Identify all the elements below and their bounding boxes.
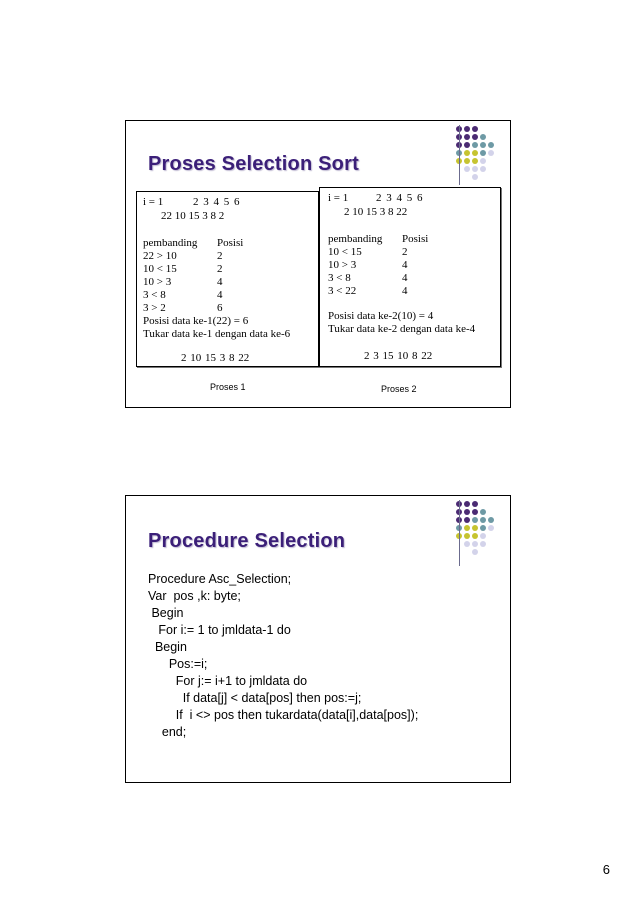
proses-2-panel [319, 187, 501, 367]
col-pembanding: pembanding [328, 233, 383, 245]
decorative-divider-line [459, 500, 460, 566]
decorative-dot [464, 541, 470, 547]
row-pos: 2 [217, 263, 223, 275]
page-number: 6 [602, 862, 610, 877]
decorative-dot [488, 517, 494, 523]
decorative-dot [480, 142, 486, 148]
decorative-dot [480, 517, 486, 523]
slide-title: Proses Selection Sort [148, 153, 359, 175]
code-line: If data[j] < data[pos] then pos:=j; [148, 691, 362, 705]
row-cmp: 10 < 15 [328, 246, 362, 258]
slide-proses-selection-sort [125, 120, 511, 408]
data-row: 22 10 15 3 8 2 [161, 210, 225, 222]
decorative-dot [472, 174, 478, 180]
code-line: Procedure Asc_Selection; [148, 572, 292, 586]
data-row: 2 10 15 3 8 22 [344, 206, 408, 218]
decorative-dot [480, 150, 486, 156]
code-line: If i <> pos then tukardata(data[i],data[pos]); [148, 708, 419, 722]
decorative-dot [472, 158, 478, 164]
row-cmp: 10 < 15 [143, 263, 177, 275]
decorative-dot [472, 509, 478, 515]
decorative-dot [464, 525, 470, 531]
header-i: i = 1 [328, 192, 349, 204]
row-pos: 2 [217, 250, 223, 262]
code-line: Begin [148, 640, 187, 654]
decorative-dot [480, 509, 486, 515]
decorative-dot [464, 517, 470, 523]
decorative-dot [464, 150, 470, 156]
decorative-dot [472, 533, 478, 539]
result-row: 2 3 15 10 8 22 [364, 350, 433, 362]
tukar-text: Tukar data ke-2 dengan data ke-4 [328, 323, 476, 335]
decorative-dot [480, 166, 486, 172]
code-line: For j:= i+1 to jmldata do [148, 674, 308, 688]
decorative-dot [464, 533, 470, 539]
decorative-dot [464, 509, 470, 515]
decorative-dot [472, 517, 478, 523]
row-pos: 2 [402, 246, 408, 258]
decorative-dot-grid [456, 126, 502, 182]
col-posisi: Posisi [402, 233, 429, 245]
row-cmp: 3 < 8 [143, 289, 166, 301]
row-pos: 4 [217, 289, 223, 301]
tukar-text: Tukar data ke-1 dengan data ke-6 [143, 328, 291, 340]
proses-2-caption: Proses 2 [381, 384, 417, 394]
col-posisi: Posisi [217, 237, 244, 249]
decorative-dot [472, 166, 478, 172]
result-row: 2 10 15 3 8 22 [181, 352, 250, 364]
decorative-dot [472, 134, 478, 140]
decorative-dot [472, 150, 478, 156]
row-pos: 4 [217, 276, 223, 288]
proses-1-caption: Proses 1 [210, 382, 246, 392]
row-pos: 6 [217, 302, 223, 314]
code-line: For i:= 1 to jmldata-1 do [148, 623, 291, 637]
decorative-dot [472, 501, 478, 507]
row-cmp: 10 > 3 [143, 276, 172, 288]
header-i: i = 1 [143, 196, 164, 208]
header-index: 2 3 4 5 6 [193, 196, 240, 208]
code-line: end; [148, 725, 187, 739]
decorative-dot [480, 541, 486, 547]
decorative-dot [472, 541, 478, 547]
decorative-dot [464, 134, 470, 140]
decorative-dot [480, 525, 486, 531]
row-cmp: 3 < 22 [328, 285, 357, 297]
posisi-text: Posisi data ke-2(10) = 4 [328, 310, 434, 322]
row-pos: 4 [402, 285, 408, 297]
row-cmp: 3 < 8 [328, 272, 351, 284]
decorative-dot [472, 142, 478, 148]
decorative-dot [480, 158, 486, 164]
col-pembanding: pembanding [143, 237, 198, 249]
decorative-dot [488, 142, 494, 148]
proses-1-panel [136, 191, 319, 367]
decorative-dot [464, 158, 470, 164]
row-cmp: 10 > 3 [328, 259, 357, 271]
row-pos: 4 [402, 259, 408, 271]
slide-procedure-selection [125, 495, 511, 783]
decorative-dot-grid [456, 501, 502, 557]
decorative-dot [464, 126, 470, 132]
decorative-dot [480, 533, 486, 539]
decorative-dot [464, 501, 470, 507]
slide-title: Procedure Selection [148, 530, 346, 552]
decorative-dot [464, 142, 470, 148]
posisi-text: Posisi data ke-1(22) = 6 [143, 315, 249, 327]
header-index: 2 3 4 5 6 [376, 192, 423, 204]
row-cmp: 22 > 10 [143, 250, 177, 262]
decorative-dot [464, 166, 470, 172]
decorative-divider-line [459, 125, 460, 185]
decorative-dot [488, 150, 494, 156]
row-cmp: 3 > 2 [143, 302, 166, 314]
decorative-dot [472, 525, 478, 531]
decorative-dot [488, 525, 494, 531]
code-line: Begin [148, 606, 184, 620]
decorative-dot [472, 126, 478, 132]
code-line: Var pos ,k: byte; [148, 589, 241, 603]
row-pos: 4 [402, 272, 408, 284]
decorative-dot [472, 549, 478, 555]
decorative-dot [480, 134, 486, 140]
procedure-code-block [148, 571, 418, 741]
code-line: Pos:=i; [148, 657, 208, 671]
